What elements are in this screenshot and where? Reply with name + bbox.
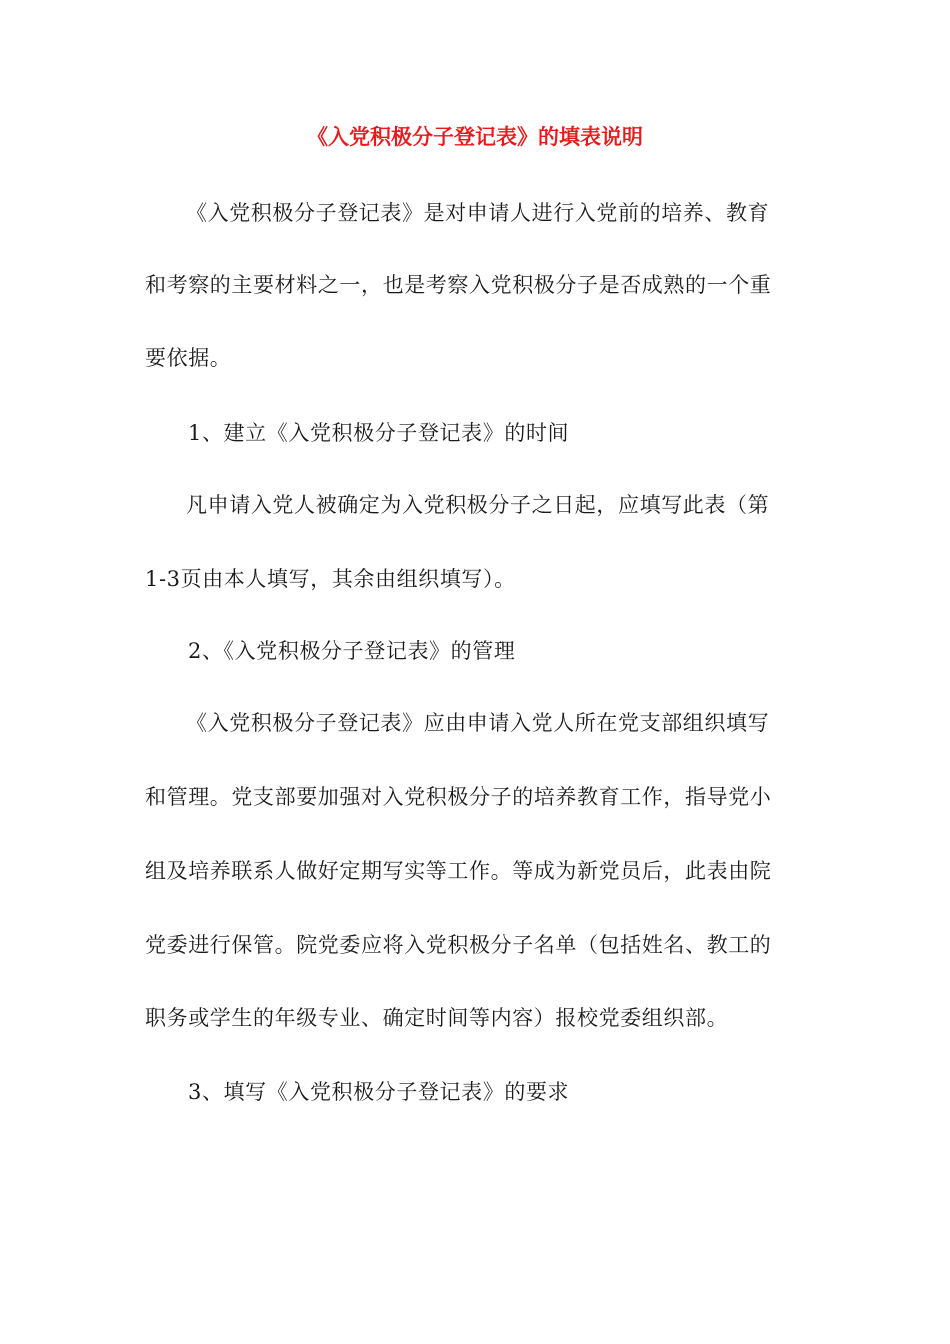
section-3-heading: 3、填写《入党积极分子登记表》的要求 xyxy=(188,1080,570,1104)
intro-line-1: 《入党积极分子登记表》是对申请人进行入党前的培养、教育 xyxy=(186,201,770,225)
section-1-line-2: 1-3页由本人填写，其余由组织填写）。 xyxy=(145,567,516,591)
section-2-line-5: 职务或学生的年级专业、确定时间等内容）报校党委组织部。 xyxy=(145,1006,729,1030)
document-title: 《入党积极分子登记表》的填表说明 xyxy=(307,125,643,149)
intro-line-2: 和考察的主要材料之一，也是考察入党积极分子是否成熟的一个重 xyxy=(145,273,772,297)
section-2-heading: 2、《入党积极分子登记表》的管理 xyxy=(188,639,516,663)
section-2-line-3: 组及培养联系人做好定期写实等工作。等成为新党员后，此表由院 xyxy=(145,859,772,883)
intro-line-3: 要依据。 xyxy=(145,346,232,370)
section-2-line-1: 《入党积极分子登记表》应由申请入党人所在党支部组织填写 xyxy=(186,711,770,735)
section-2-line-4: 党委进行保管。院党委应将入党积极分子名单（包括姓名、教工的 xyxy=(145,933,772,957)
section-1-heading: 1、建立《入党积极分子登记表》的时间 xyxy=(188,421,570,445)
section-1-line-1: 凡申请入党人被确定为入党积极分子之日起，应填写此表（第 xyxy=(186,493,770,517)
section-2-line-2: 和管理。党支部要加强对入党积极分子的培养教育工作，指导党小 xyxy=(145,785,772,809)
